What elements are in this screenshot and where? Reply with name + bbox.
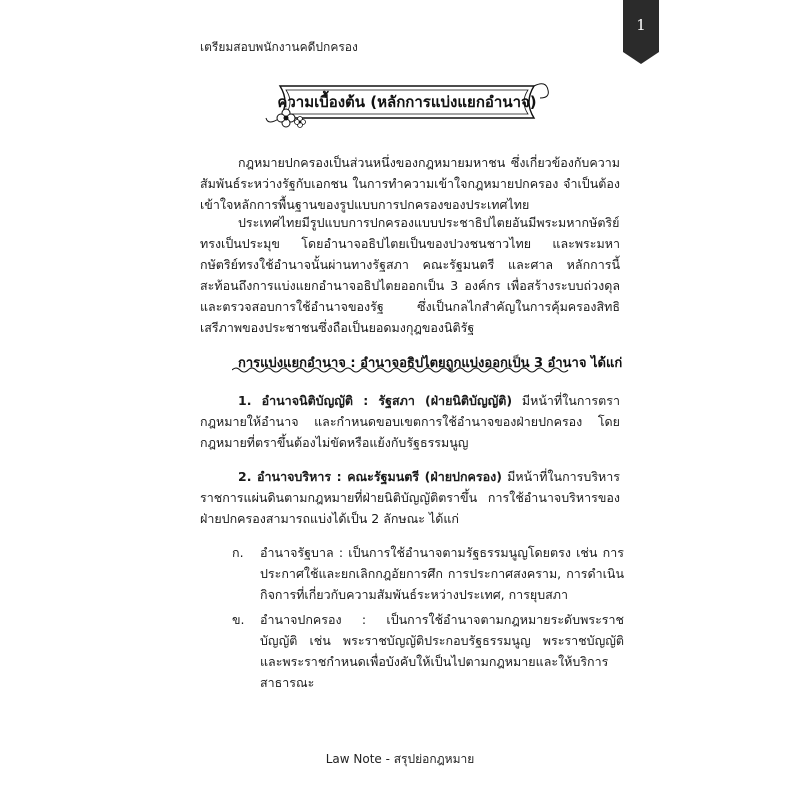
power-item-executive	[200, 466, 620, 529]
header-title: เตรียมสอบพนักงานคดีปกครอง	[200, 40, 358, 54]
sub-item-administrative-power	[232, 609, 624, 693]
squiggle-underline-icon	[232, 366, 572, 374]
power-item-text: มีหน้าที่ในการบริหารราชการแผ่นดินตามกฎหมายที่ฝ่ายนิติบัญญัติตราขึ้น การใช้อำนาจบริหารของฝ่ายปกครองสามารถแบ่งได้เป็น 2 ลักษณะ ได้แก่	[200, 469, 620, 526]
intro-paragraph-2: ประเทศไทยมีรูปแบบการปกครองแบบประชาธิปไตยอันมีพระมหากษัตริย์ทรงเป็นประมุข โดยอำนาจอธิปไตยเป็นของปวงชนชาวไทย และพระมหากษัตริย์ทรงใช้อำนาจนั้นผ่านทางรัฐสภา คณะรัฐมนตรี และศาล หลักการนี้สะท้อนถึงการแบ่งแยกอำนาจอธิปไตยออกเป็น 3 องค์กร เพื่อสร้างระบบถ่วงดุลและตรวจสอบการใช้อำนาจของรัฐ ซึ่งเป็นกลไกสำคัญในการคุ้มครองสิทธิเสรีภาพของประชาชนซึ่งถือเป็นยอดมงกุฎของนิติรัฐ	[200, 215, 620, 335]
sub-item-marker: ข.	[232, 612, 245, 627]
section-heading: การแบ่งแยกอำนาจ : อำนาจอธิปไตยถูกแบ่งออกเป็น 3 อำนาจ ได้แก่	[238, 356, 623, 371]
footer-text: Law Note - สรุปย่อกฎหมาย	[325, 752, 475, 766]
sub-item-government-power	[232, 542, 624, 605]
sub-item-marker: ก.	[232, 545, 244, 560]
intro-paragraph-1: กฎหมายปกครองเป็นส่วนหนึ่งของกฎหมายมหาชน ซึ่งเกี่ยวข้องกับความสัมพันธ์ระหว่างรัฐกับเอกชน ในการทำความเข้าใจกฎหมายปกครอง จำเป็นต้องเข้าใจหลักการพื้นฐานของรูปแบบการปกครองของประเทศไทย	[200, 155, 620, 212]
section-banner	[262, 78, 552, 128]
sub-item-text: อำนาจปกครอง : เป็นการใช้อำนาจตามกฎหมายระดับพระราชบัญญัติ เช่น พระราชบัญญัติประกอบรัฐธรรมนูญ พระราชบัญญัติ และพระราชกำหนดเพื่อบังคับให้เป็นไปตามกฎหมายและให้บริการสาธารณะ	[260, 612, 624, 690]
power-item-title: 2. อำนาจบริหาร : คณะรัฐมนตรี (ฝ่ายปกครอง)	[238, 469, 502, 484]
power-item-title: 1. อำนาจนิติบัญญัติ : รัฐสภา (ฝ่ายนิติบัญญัติ)	[238, 393, 513, 408]
page-number: 1	[636, 16, 646, 34]
sub-item-text: อำนาจรัฐบาล : เป็นการใช้อำนาจตามรัฐธรรมนูญโดยตรง เช่น การประกาศใช้และยกเลิกกฎอัยการศึก การประกาศสงคราม, การดำเนินกิจการที่เกี่ยวกับความสัมพันธ์ระหว่างประเทศ, การยุบสภา	[260, 545, 624, 602]
page-number-tab	[623, 0, 659, 64]
power-item-legislative	[200, 390, 620, 453]
banner-title: ความเบื้องต้น (หลักการแบ่งแยกอำนาจ)	[277, 93, 537, 111]
power-item-text: มีหน้าที่ในการตรากฎหมายให้อำนาจ และกำหนดขอบเขตการใช้อำนาจของฝ่ายปกครอง โดยกฎหมายที่ตราขึ้นต้องไม่ขัดหรือแย้งกับรัฐธรรมนูญ	[200, 393, 620, 450]
